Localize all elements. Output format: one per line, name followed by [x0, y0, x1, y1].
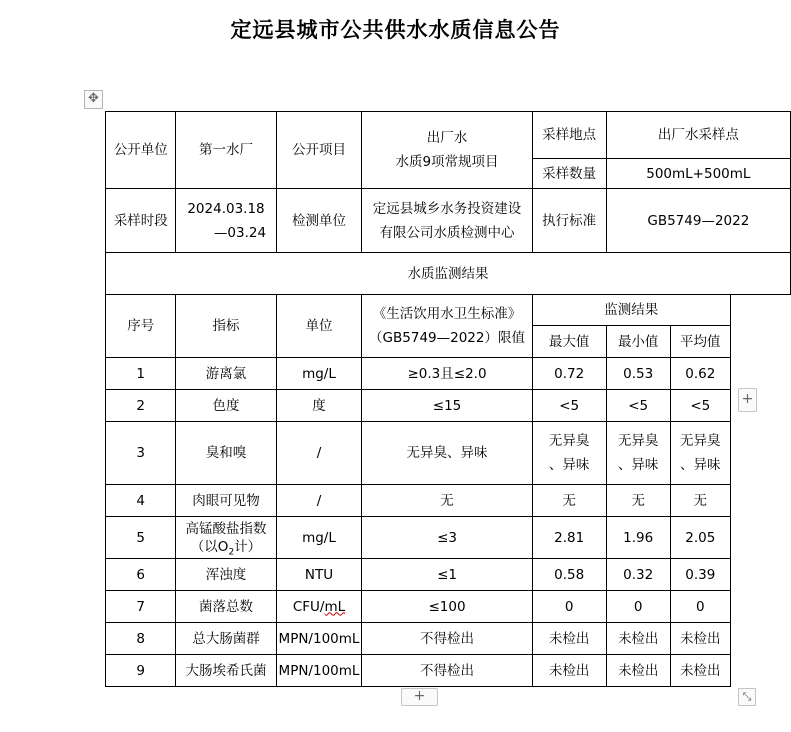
- period-label: 采样时段: [106, 189, 176, 253]
- row-avg-line2: 、异味: [680, 457, 721, 473]
- row-seq: 9: [106, 655, 176, 687]
- row-limit: ≤15: [362, 390, 532, 422]
- row-min-line2: 、异味: [617, 457, 659, 473]
- unit-value: 第一水厂: [176, 112, 276, 189]
- water-quality-table: [105, 111, 791, 687]
- row-avg-line1: 无异臭: [680, 433, 721, 449]
- row-avg: 未检出: [670, 655, 730, 687]
- table-row: [106, 422, 791, 485]
- row-indicator-line1: 高锰酸盐指数: [185, 520, 267, 537]
- row-unit: NTU: [276, 559, 362, 591]
- header-max: 最大值: [532, 326, 606, 358]
- row-avg: 无: [670, 485, 730, 517]
- item-value: [362, 112, 532, 189]
- std-label: 执行标准: [532, 189, 606, 253]
- row-seq: 8: [106, 623, 176, 655]
- row-indicator: 菌落总数: [176, 591, 276, 623]
- header-limit-line1: 《生活饮用水卫生标准》: [372, 306, 522, 322]
- header-min: 最小值: [606, 326, 670, 358]
- row-min: 0: [606, 591, 670, 623]
- row-min-line1: 无异臭: [617, 433, 659, 449]
- table-row: [106, 358, 791, 390]
- row-seq: 3: [106, 422, 176, 485]
- row-min: 0.53: [606, 358, 670, 390]
- row-max: 无: [532, 485, 606, 517]
- row-min: 无: [606, 485, 670, 517]
- row-limit: 无: [362, 485, 532, 517]
- row-avg: 0: [670, 591, 730, 623]
- site-value: 出厂水采样点: [606, 112, 790, 159]
- row-max: 0.58: [532, 559, 606, 591]
- row-max: 0: [532, 591, 606, 623]
- row-seq: 4: [106, 485, 176, 517]
- row-indicator-subscript: 2: [228, 547, 235, 558]
- row-max: 0.72: [532, 358, 606, 390]
- table-row: [106, 390, 791, 422]
- row-avg: <5: [670, 390, 730, 422]
- row-indicator-line2: [178, 538, 273, 556]
- row-unit-suffix: mL: [324, 598, 346, 615]
- row-unit: 度: [276, 390, 362, 422]
- row-limit: ≤100: [362, 591, 532, 623]
- site-label: 采样地点: [532, 112, 606, 159]
- section-title: 水质监测结果: [106, 253, 791, 295]
- row-max: 未检出: [532, 655, 606, 687]
- table-row: [106, 655, 791, 687]
- row-seq: 5: [106, 517, 176, 559]
- row-max-line2: 、异味: [548, 457, 590, 473]
- item-label: 公开项目: [276, 112, 362, 189]
- row-limit: ≤1: [362, 559, 532, 591]
- table-row: [106, 591, 791, 623]
- row-unit: MPN/100mL: [276, 655, 362, 687]
- row-avg: 0.39: [670, 559, 730, 591]
- row-limit: 不得检出: [362, 655, 532, 687]
- section-row: [106, 253, 791, 295]
- row-limit: 无异臭、异味: [362, 422, 532, 485]
- table-move-handle-icon[interactable]: ✥: [84, 90, 103, 109]
- header-limit-line2: （GB5749—2022）限值: [369, 330, 525, 346]
- qty-value: 500mL+500mL: [606, 159, 790, 189]
- row-indicator: 大肠埃希氏菌: [176, 655, 276, 687]
- row-unit: mg/L: [276, 358, 362, 390]
- row-indicator: 色度: [176, 390, 276, 422]
- row-max: 未检出: [532, 623, 606, 655]
- header-seq: 序号: [106, 295, 176, 358]
- row-unit: /: [276, 422, 362, 485]
- header-limit: [362, 295, 532, 358]
- table-row: [106, 485, 791, 517]
- lab-line2: 有限公司水质检测中心: [379, 224, 515, 241]
- row-indicator: [176, 517, 276, 559]
- table-resize-icon[interactable]: ⤡: [738, 688, 756, 706]
- row-avg: 2.05: [670, 517, 730, 559]
- row-indicator: 总大肠菌群: [176, 623, 276, 655]
- item-value-line2: 水质9项常规项目: [395, 154, 499, 170]
- row-indicator: 肉眼可见物: [176, 485, 276, 517]
- row-avg: 未检出: [670, 623, 730, 655]
- lab-value: [362, 189, 532, 253]
- header-row-1: [106, 295, 791, 326]
- row-unit: [276, 591, 362, 623]
- row-max-line1: 无异臭: [548, 433, 590, 449]
- row-max: 2.81: [532, 517, 606, 559]
- row-unit-prefix: CFU/: [292, 598, 325, 615]
- row-min: 未检出: [606, 623, 670, 655]
- row-avg: 0.62: [670, 358, 730, 390]
- row-indicator: 浑浊度: [176, 559, 276, 591]
- info-row-1: [106, 112, 791, 159]
- row-limit: ≥0.3且≤2.0: [362, 358, 532, 390]
- row-seq: 2: [106, 390, 176, 422]
- period-value: [176, 189, 276, 253]
- std-value: GB5749—2022: [606, 189, 790, 253]
- row-indicator-suffix: 计）: [234, 538, 262, 555]
- unit-label: 公开单位: [106, 112, 176, 189]
- row-min: <5: [606, 390, 670, 422]
- row-max: [532, 422, 606, 485]
- row-max: <5: [532, 390, 606, 422]
- row-unit: /: [276, 485, 362, 517]
- lab-line1: 定远县城乡水务投资建设: [372, 200, 522, 217]
- row-seq: 6: [106, 559, 176, 591]
- page-title: 定远县城市公共供水水质信息公告: [230, 18, 561, 42]
- row-min: [606, 422, 670, 485]
- add-column-button[interactable]: +: [738, 388, 757, 412]
- lab-label: 检测单位: [276, 189, 362, 253]
- row-unit: MPN/100mL: [276, 623, 362, 655]
- row-limit: ≤3: [362, 517, 532, 559]
- row-min: 1.96: [606, 517, 670, 559]
- row-seq: 7: [106, 591, 176, 623]
- period-line2: —03.24: [213, 224, 267, 241]
- row-min: 未检出: [606, 655, 670, 687]
- period-line1: 2024.03.18: [187, 200, 265, 217]
- row-seq: 1: [106, 358, 176, 390]
- row-avg: [670, 422, 730, 485]
- info-row-3: [106, 189, 791, 253]
- table-row: [106, 559, 791, 591]
- header-results: 监测结果: [532, 295, 730, 326]
- row-min: 0.32: [606, 559, 670, 591]
- header-avg: 平均值: [670, 326, 730, 358]
- row-indicator-prefix: （以O: [190, 538, 229, 555]
- header-indicator: 指标: [176, 295, 276, 358]
- qty-label: 采样数量: [532, 159, 606, 189]
- item-value-line1: 出厂水: [426, 130, 468, 146]
- row-limit: 不得检出: [362, 623, 532, 655]
- row-indicator: 游离氯: [176, 358, 276, 390]
- header-unit: 单位: [276, 295, 362, 358]
- table-row: [106, 517, 791, 559]
- add-row-button[interactable]: +: [401, 688, 438, 706]
- table-row: [106, 623, 791, 655]
- row-unit: mg/L: [276, 517, 362, 559]
- row-indicator: 臭和嗅: [176, 422, 276, 485]
